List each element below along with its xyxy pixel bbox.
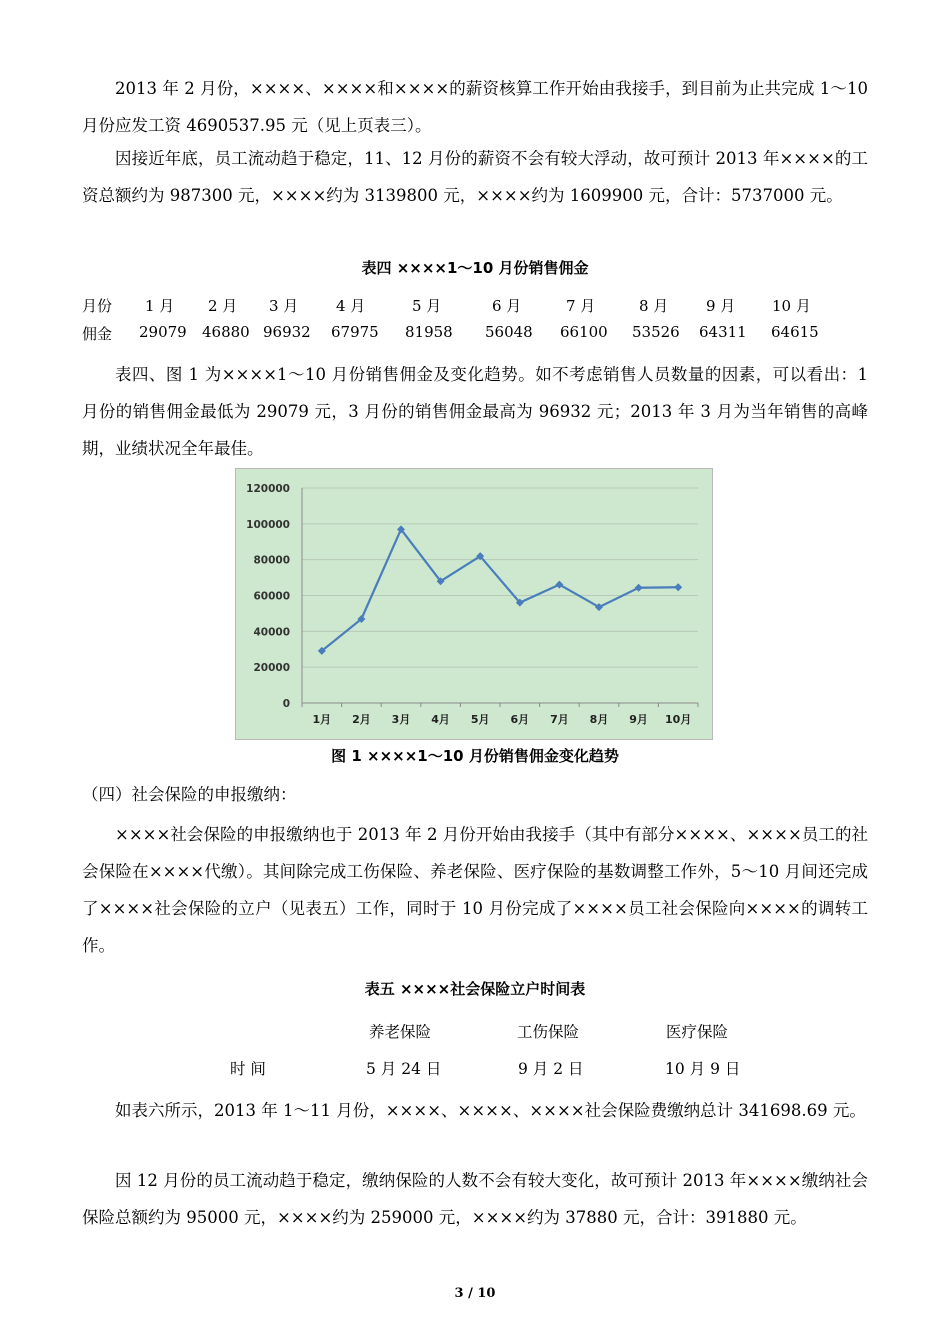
data-point bbox=[635, 584, 643, 592]
y-tick-label: 60000 bbox=[253, 590, 290, 603]
table5-caption: 表五 ××××社会保险立户时间表 bbox=[364, 980, 586, 998]
table4-value-cell: 64615 bbox=[771, 323, 819, 341]
x-tick-label: 10月 bbox=[665, 713, 692, 726]
y-tick-label: 20000 bbox=[253, 662, 290, 675]
table4-month-cell: 1 月 bbox=[145, 297, 175, 315]
paragraph-salary-summary: 2013 年 2 月份，××××、××××和××××的薪资核算工作开始由我接手，到目前为止共完成 1～10 月份应发工资 4690537.95 元（见上页表三）。 bbox=[82, 79, 868, 135]
table5-header-pension: 养老保险 bbox=[369, 1023, 432, 1041]
table4-month-cell: 4 月 bbox=[336, 297, 366, 315]
table5-header-medical: 医疗保险 bbox=[666, 1023, 729, 1041]
x-tick-label: 5月 bbox=[470, 713, 490, 726]
table4-month-cell: 10 月 bbox=[772, 297, 811, 315]
table4-month-row bbox=[82, 295, 882, 321]
y-tick-label: 100000 bbox=[246, 518, 290, 531]
y-tick-label: 80000 bbox=[253, 554, 290, 567]
table4-month-cell: 2 月 bbox=[208, 297, 238, 315]
figure1-caption: 图 1 ××××1～10 月份销售佣金变化趋势 bbox=[331, 747, 619, 765]
table4-value-cell: 53526 bbox=[632, 323, 680, 341]
table4-value-cell: 46880 bbox=[202, 323, 250, 341]
x-tick-label: 4月 bbox=[431, 713, 450, 726]
x-tick-label: 6月 bbox=[510, 713, 530, 726]
series-line bbox=[322, 529, 678, 651]
table4-month-cell: 5 月 bbox=[412, 297, 442, 315]
table5-date-medical: 10 月 9 日 bbox=[665, 1060, 741, 1078]
x-tick-label: 1月 bbox=[312, 713, 332, 726]
table4-month-cell: 3 月 bbox=[269, 297, 299, 315]
paragraph-salary-forecast: 因接近年底，员工流动趋于稳定，11、12 月份的薪资不会有较大浮动，故可预计 2013 年××××的工资总额约为 987300 元，××××约为 3139800 元，××××约为 1609900 元，合计：5737000 元。 bbox=[82, 149, 868, 205]
table4-month-cell: 7 月 bbox=[566, 297, 596, 315]
table4-value-cell: 64311 bbox=[699, 323, 747, 341]
data-point bbox=[674, 583, 682, 591]
x-tick-label: 8月 bbox=[589, 713, 609, 726]
table5-row-label: 时 间 bbox=[230, 1060, 266, 1078]
y-tick-label: 0 bbox=[282, 698, 290, 710]
table4-commission-label: 佣金 bbox=[82, 325, 113, 343]
table4-commission-row bbox=[82, 323, 882, 349]
table4-value-cell: 96932 bbox=[263, 323, 311, 341]
x-tick-label: 3月 bbox=[391, 713, 411, 726]
x-tick-label: 9月 bbox=[629, 713, 648, 726]
x-tick-label: 7月 bbox=[550, 713, 569, 726]
chart-svg bbox=[236, 469, 712, 739]
table4-value-cell: 66100 bbox=[560, 323, 608, 341]
table4-value-cell: 81958 bbox=[405, 323, 453, 341]
x-tick-label: 2月 bbox=[352, 713, 371, 726]
paragraph-insurance-total: 如表六所示，2013 年 1～11 月份，××××、××××、××××社会保险费缴纳总计 341698.69 元。 bbox=[115, 1101, 866, 1120]
paragraph-social-insurance: ××××社会保险的申报缴纳也于 2013 年 2 月份开始由我接手（其中有部分××××、××××员工的社会保险在××××代缴）。其间除完成工伤保险、养老保险、医疗保险的基数调整工作外，5～10 月间还完成了××××社会保险的立户（见表五）工作，同时于 10 月份完成了××××员工社会保险向××××的调转工作。 bbox=[82, 825, 868, 955]
page-number: 3 / 10 bbox=[454, 1286, 496, 1301]
table4-value-cell: 67975 bbox=[331, 323, 379, 341]
paragraph-commission-analysis: 表四、图 1 为××××1～10 月份销售佣金及变化趋势。如不考虑销售人员数量的因素，可以看出：1 月份的销售佣金最低为 29079 元，3 月份的销售佣金最高为 96932 元；2013 年 3 月为当年销售的高峰期，业绩状况全年最佳。 bbox=[82, 365, 868, 458]
table5-header-injury: 工伤保险 bbox=[517, 1023, 580, 1041]
y-tick-label: 40000 bbox=[253, 626, 290, 639]
table4-month-cell: 9 月 bbox=[706, 297, 736, 315]
table4-value-cell: 56048 bbox=[485, 323, 533, 341]
section-heading-social-insurance: （四）社会保险的申报缴纳： bbox=[82, 785, 297, 804]
table4-month-label: 月份 bbox=[82, 297, 113, 315]
table4-caption: 表四 ××××1～10 月份销售佣金 bbox=[361, 259, 589, 277]
paragraph-insurance-forecast: 因 12 月份的员工流动趋于稳定，缴纳保险的人数不会有较大变化，故可预计 2013 年××××缴纳社会保险总额约为 95000 元，××××约为 259000 元，××××约为 37880 元，合计：391880 元。 bbox=[82, 1171, 868, 1227]
table5-date-pension: 5 月 24 日 bbox=[366, 1060, 442, 1078]
table4-value-cell: 29079 bbox=[139, 323, 187, 341]
table5-date-injury: 9 月 2 日 bbox=[518, 1060, 584, 1078]
y-tick-label: 120000 bbox=[246, 483, 290, 495]
commission-line-chart bbox=[235, 468, 713, 740]
table4-month-cell: 8 月 bbox=[639, 297, 669, 315]
table4-month-cell: 6 月 bbox=[492, 297, 522, 315]
